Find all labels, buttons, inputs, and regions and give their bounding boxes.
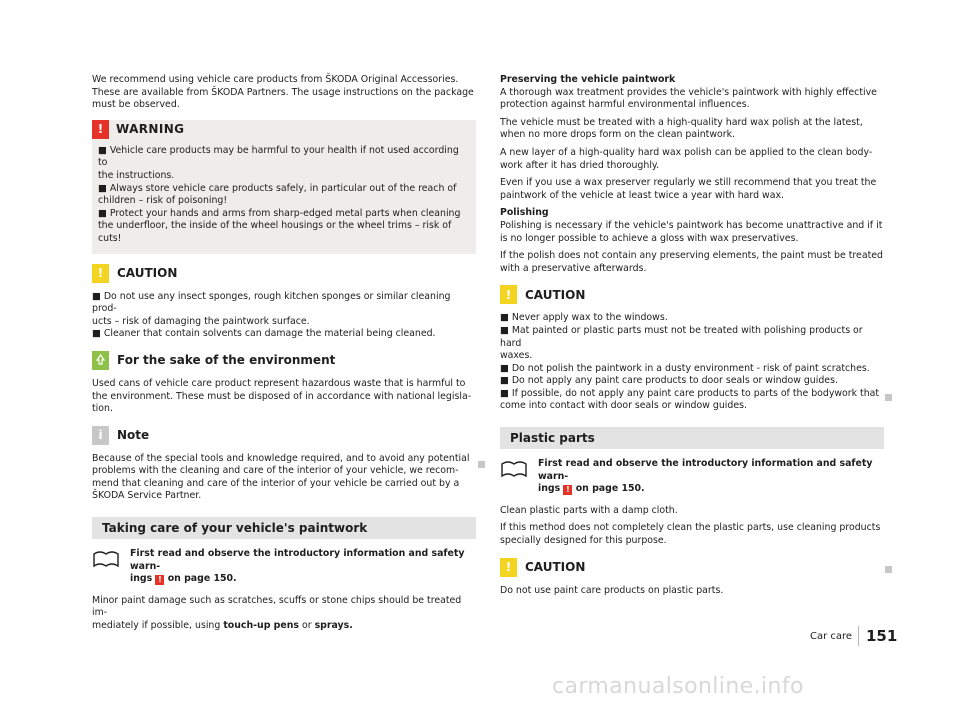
caution-title: CAUTION xyxy=(525,560,586,575)
caution-title: CAUTION xyxy=(117,266,178,281)
caution-heading xyxy=(92,264,476,283)
footer-divider xyxy=(858,626,859,646)
caution-item: ■ Mat painted or plastic parts must not be treated with polishing products or hard waxes. xyxy=(500,324,863,362)
section-heading-plastic: Plastic parts xyxy=(500,427,884,449)
read-first-text: First read and observe the introductory information and safety warn- ings xyxy=(130,548,465,585)
preserving-text: A new layer of a high-quality hard wax polish can be applied to the clean body- work after it has dried thoroughly. xyxy=(500,146,873,171)
caution-item: ■ Never apply wax to the windows. xyxy=(500,312,668,324)
warning-icon: ! xyxy=(155,575,164,585)
environment-text: Used cans of vehicle care product represent hazardous waste that is harmful to the environment. These must be disposed of in accordance with national legisla- tion. xyxy=(92,377,472,415)
caution-heading xyxy=(500,285,884,304)
polishing-title: Polishing xyxy=(500,207,549,219)
polishing-text: Polishing is necessary if the vehicle's paintwork has become unattractive and if it is no longer possible to achieve a gloss with wax preservatives. xyxy=(500,219,883,244)
section-end-marker xyxy=(885,394,892,401)
warning-item: ■ Vehicle care products may be harmful to your health if not used according to the instructions. xyxy=(98,144,459,181)
warning-item: ■ Protect your hands and arms from sharp-edged metal parts when cleaning the underfloor, the inside of the wheel housings or the wheel trims – risk of cuts! xyxy=(98,207,461,244)
read-first-block xyxy=(500,458,884,496)
note-title: Note xyxy=(117,428,150,443)
section-heading-paintwork: Taking care of your vehicle's paintwork xyxy=(92,517,476,539)
section-end-marker xyxy=(478,461,485,468)
preserving-title: Preserving the vehicle paintwork xyxy=(500,74,676,85)
page-reference-link[interactable]: on page 150. xyxy=(164,573,237,585)
note-text: Because of the special tools and knowledge required, and to avoid any potential problems with the cleaning and care of the interior of your vehicle, we recom- mend that cleaning and care of the interior of your vehicle be carried out by a ŠKODA Service Partner. xyxy=(92,452,470,502)
left-column xyxy=(92,74,476,638)
warning-icon: ! xyxy=(563,485,572,495)
note-heading xyxy=(92,426,476,445)
warning-item: ■ Always store vehicle care products safely, in particular out of the reach of children – risk of poisoning! xyxy=(98,182,457,207)
caution-text: Do not use paint care products on plastic parts. xyxy=(500,584,724,596)
caution-item: ■ If possible, do not apply any paint care products to parts of the bodywork that come into contact with door seals or window guides. xyxy=(500,387,880,412)
warning-title: WARNING xyxy=(116,122,185,137)
caution-heading xyxy=(500,558,884,577)
caution-icon: ! xyxy=(92,264,109,283)
section-end-marker xyxy=(885,566,892,573)
preserving-text: The vehicle must be treated with a high-quality hard wax polish at the latest, when no more drops form on the clean paintwork. xyxy=(500,116,863,141)
preserving-text: Even if you use a wax preserver regularly we still recommend that you treat the paintwork of the vehicle at least twice a year with hard wax. xyxy=(500,177,877,201)
caution-item: ■ Do not apply any paint care products to door seals or window guides. xyxy=(500,375,838,387)
footer-chapter: Car care xyxy=(810,631,853,642)
page-number: 151 xyxy=(866,627,898,645)
plastic-text: If this method does not completely clean the plastic parts, use cleaning products specially designed for this purpose. xyxy=(500,522,881,547)
caution-icon: ! xyxy=(500,558,517,577)
paintwork-text: Minor paint damage such as scratches, scuffs or stone chips should be treated im- mediately if possible, using touch-up pens or sprays. xyxy=(92,594,462,632)
intro-paragraph: We recommend using vehicle care products from ŠKODA Original Accessories. These are available from ŠKODA Partners. The usage instructions on the package must be observed. xyxy=(92,74,474,111)
read-first-text: First read and observe the introductory information and safety warn- ings xyxy=(538,458,873,495)
book-icon xyxy=(92,548,120,568)
caution-item: ■ Do not polish the paintwork in a dusty environment - risk of paint scratches. xyxy=(500,362,870,374)
caution-icon: ! xyxy=(500,285,517,304)
page-reference-link[interactable]: on page 150. xyxy=(572,483,645,495)
caution-item: ■ Cleaner that contain solvents can damage the material being cleaned. xyxy=(92,328,436,340)
right-column xyxy=(500,74,884,602)
environment-title: For the sake of the environment xyxy=(117,353,336,368)
caution-item: ■ Do not use any insect sponges, rough kitchen sponges or similar cleaning prod- ucts – risk of damaging the paintwork surface. xyxy=(92,290,451,327)
warning-box xyxy=(92,120,476,254)
preserving-text: A thorough wax treatment provides the vehicle's paintwork with highly effective protection against harmful environmental influences. xyxy=(500,86,877,111)
watermark: carmanualsonline.info xyxy=(552,674,804,699)
book-icon xyxy=(500,458,528,478)
caution-title: CAUTION xyxy=(525,287,586,302)
read-first-block xyxy=(92,548,476,586)
recycle-icon xyxy=(92,351,109,370)
plastic-text: Clean plastic parts with a damp cloth. xyxy=(500,504,678,516)
warning-icon: ! xyxy=(92,120,109,139)
environment-heading xyxy=(92,351,476,370)
info-icon: i xyxy=(92,426,109,445)
polishing-text: If the polish does not contain any preserving elements, the paint must be treated with a preservative afterwards. xyxy=(500,250,883,274)
